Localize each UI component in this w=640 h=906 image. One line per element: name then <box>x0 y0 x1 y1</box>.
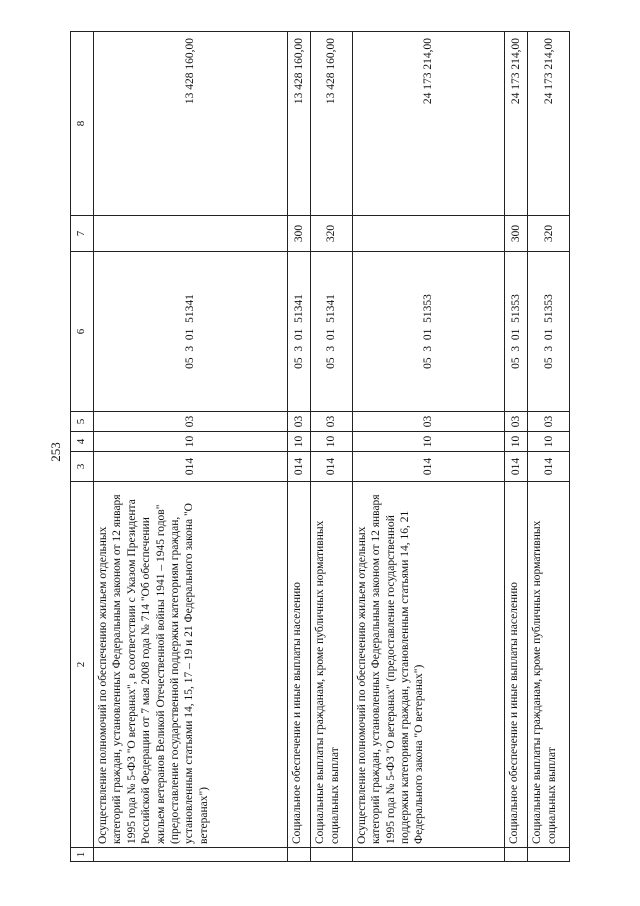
page-number: 253 <box>47 442 63 462</box>
row-amount: 24 173 214,00 <box>505 32 528 216</box>
row-expense-type <box>352 216 504 252</box>
row-subsection: 03 <box>94 412 288 432</box>
row-spacer-cell <box>288 848 311 862</box>
budget-table <box>70 31 570 862</box>
row-section: 10 <box>505 432 528 452</box>
row-expense-type: 300 <box>288 216 311 252</box>
row-description: Социальное обеспечение и иные выплаты населению <box>288 482 311 848</box>
row-amount: 13 428 160,00 <box>94 32 288 216</box>
header-cell-7: 7 <box>71 216 94 252</box>
row-grbs: 014 <box>288 452 311 482</box>
row-description: Социальное обеспечение и иные выплаты населению <box>505 482 528 848</box>
row-subsection: 03 <box>311 412 353 432</box>
header-cell-8: 8 <box>71 32 94 216</box>
row-spacer-cell <box>352 848 504 862</box>
row-target-article: 05 3 01 51353 <box>528 252 570 412</box>
header-cell-3: 3 <box>71 452 94 482</box>
row-spacer-cell <box>94 848 288 862</box>
header-cell-4: 4 <box>71 432 94 452</box>
row-amount: 13 428 160,00 <box>311 32 353 216</box>
row-grbs: 014 <box>528 452 570 482</box>
table-row <box>288 32 311 862</box>
row-section: 10 <box>288 432 311 452</box>
row-expense-type: 300 <box>505 216 528 252</box>
row-description: Социальные выплаты гражданам, кроме публичных нормативных социальных выплат <box>311 482 353 848</box>
header-cell-2: 2 <box>71 482 94 848</box>
row-description: Осуществление полномочий по обеспечению жильем отдельных категорий граждан, установленных Федеральным законом от 12 января 1995 года № 5-ФЗ "О ветеранах" (предоставление государственной поддержки категориям граждан, установленным статьями 14, 16, 21 Федерального закона "О ветеранах") <box>352 482 504 848</box>
rotated-table-frame <box>70 32 570 862</box>
row-description: Осуществление полномочий по обеспечению жильем отдельных категорий граждан, установленных Федеральным законом от 12 января 1995 года № 5-ФЗ "О ветеранах", в соответствии с Указом Президента Российской Федерации от 7 мая 2008 года № 714 "Об обеспечении жильем ветеранов Великой Отечественной войны 1941 – 1945 годов" (предоставление государственной поддержки категориям граждан, установленным статьями 14, 15, 17 – 19 и 21 Федерального закона "О ветеранах") <box>94 482 288 848</box>
row-amount: 24 173 214,00 <box>528 32 570 216</box>
row-target-article: 05 3 01 51341 <box>94 252 288 412</box>
row-expense-type: 320 <box>528 216 570 252</box>
row-target-article: 05 3 01 51353 <box>352 252 504 412</box>
row-section: 10 <box>528 432 570 452</box>
table-row <box>352 32 504 862</box>
row-subsection: 03 <box>352 412 504 432</box>
table-container <box>70 32 570 862</box>
header-row <box>71 32 94 862</box>
row-description: Социальные выплаты гражданам, кроме публичных нормативных социальных выплат <box>528 482 570 848</box>
row-spacer-cell <box>505 848 528 862</box>
row-subsection: 03 <box>505 412 528 432</box>
row-section: 10 <box>352 432 504 452</box>
row-spacer-cell <box>528 848 570 862</box>
row-grbs: 014 <box>311 452 353 482</box>
row-expense-type: 320 <box>311 216 353 252</box>
table-row <box>94 32 288 862</box>
row-subsection: 03 <box>528 412 570 432</box>
row-section: 10 <box>311 432 353 452</box>
row-grbs: 014 <box>505 452 528 482</box>
row-amount: 13 428 160,00 <box>288 32 311 216</box>
row-expense-type <box>94 216 288 252</box>
row-target-article: 05 3 01 51341 <box>311 252 353 412</box>
row-subsection: 03 <box>288 412 311 432</box>
table-row <box>505 32 528 862</box>
header-cell-5: 5 <box>71 412 94 432</box>
header-cell-1: 1 <box>71 848 94 862</box>
table-row <box>311 32 353 862</box>
row-grbs: 014 <box>94 452 288 482</box>
table-row <box>528 32 570 862</box>
row-target-article: 05 3 01 51353 <box>505 252 528 412</box>
row-spacer-cell <box>311 848 353 862</box>
row-amount: 24 173 214,00 <box>352 32 504 216</box>
row-grbs: 014 <box>352 452 504 482</box>
row-section: 10 <box>94 432 288 452</box>
header-cell-6: 6 <box>71 252 94 412</box>
row-target-article: 05 3 01 51341 <box>288 252 311 412</box>
